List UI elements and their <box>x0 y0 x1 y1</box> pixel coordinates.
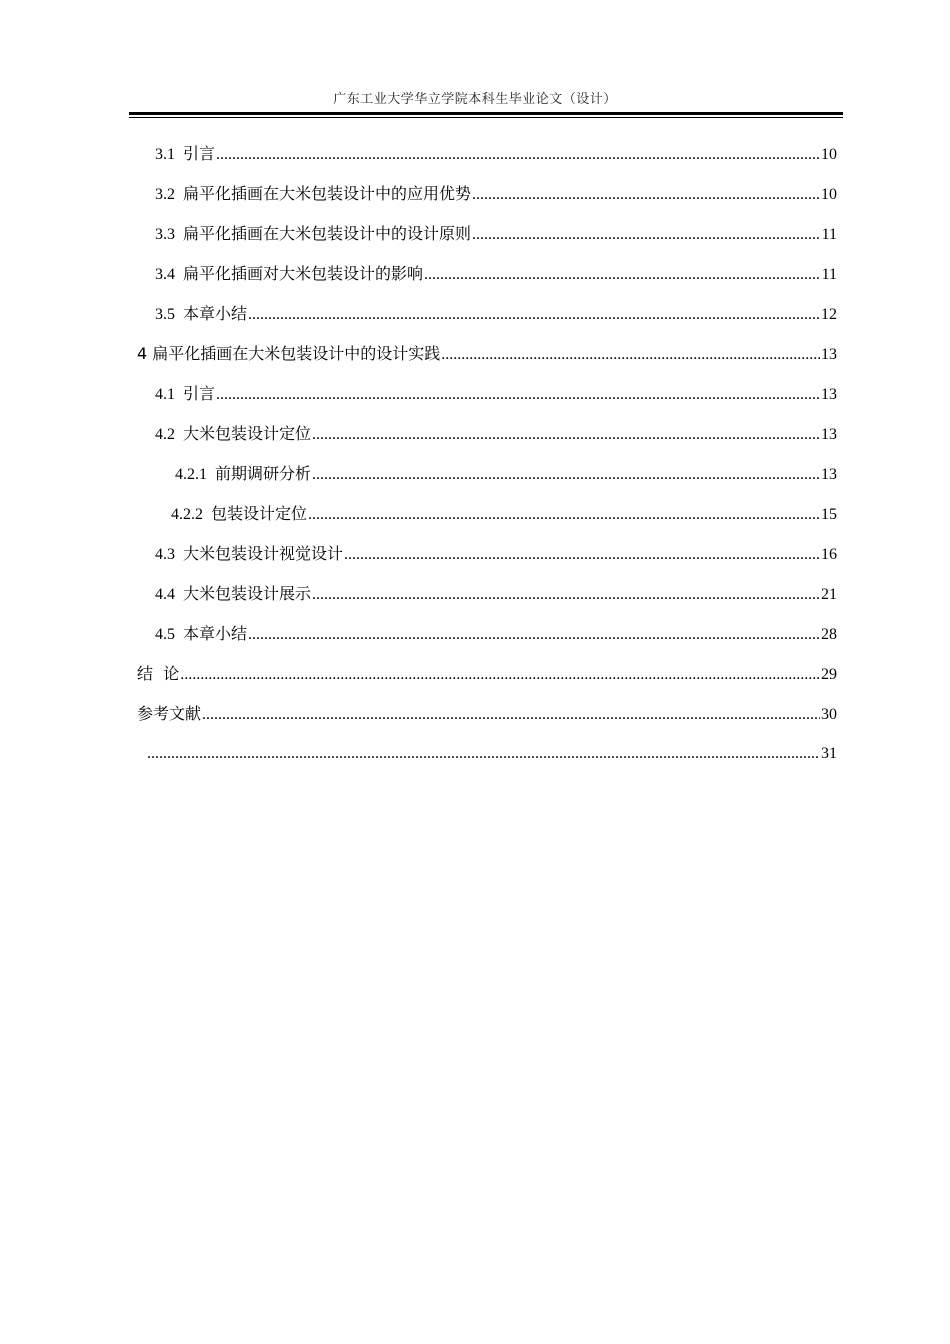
toc-entry-page: 21 <box>821 586 837 603</box>
toc-entry-conclusion[interactable] <box>137 662 837 686</box>
toc-entry-number: 4 <box>137 344 148 363</box>
toc-entry-title: 本章小结 <box>183 304 248 323</box>
toc-entry-number: 4.5 <box>155 626 175 643</box>
toc-entry-page: 29 <box>821 666 837 683</box>
toc-entry-3-1[interactable] <box>155 142 837 166</box>
toc-entry-chapter-4[interactable] <box>137 342 837 366</box>
toc-entry-page: 11 <box>821 266 837 283</box>
toc-entry-page: 30 <box>821 706 837 723</box>
toc-entry-number: 3.5 <box>155 306 175 323</box>
toc-entry-number: 3.3 <box>155 226 175 243</box>
toc-entry-title: 扁平化插画在大米包装设计中的设计原则 <box>183 224 472 243</box>
toc-entry-page: 16 <box>821 546 837 563</box>
toc-entry-title: 前期调研分析 <box>215 464 312 483</box>
toc-entry-title: 结 论 <box>137 664 180 683</box>
toc-entry-number: 4.2.1 <box>175 466 207 483</box>
toc-dot-leader <box>147 742 820 766</box>
toc-entry-page: 13 <box>821 466 837 483</box>
toc-entry-3-2[interactable] <box>155 182 837 206</box>
toc-entry-number: 4.2 <box>155 426 175 443</box>
toc-entry-title: 包装设计定位 <box>211 504 308 523</box>
toc-entry-number: 4.1 <box>155 386 175 403</box>
toc-entry-3-5[interactable] <box>155 302 837 326</box>
toc-entry-page: 12 <box>821 306 837 323</box>
toc-entry-page: 28 <box>821 626 837 643</box>
toc-entry-page: 13 <box>821 346 837 363</box>
toc-entry-untitled[interactable] <box>146 742 837 766</box>
toc-dot-leader <box>216 143 820 167</box>
toc-entry-title: 引言 <box>183 384 216 403</box>
toc-entry-page: 11 <box>821 226 837 243</box>
toc-entry-title: 参考文献 <box>137 704 202 723</box>
toc-entry-title: 大米包装设计展示 <box>183 584 312 603</box>
toc-dot-leader <box>312 583 820 607</box>
toc-entry-page: 31 <box>821 745 837 762</box>
toc-entry-4-4[interactable] <box>155 582 837 606</box>
toc-entry-page: 15 <box>821 506 837 523</box>
toc-entry-page: 10 <box>821 186 837 203</box>
toc-entry-4-1[interactable] <box>155 382 837 406</box>
toc-dot-leader <box>308 503 820 527</box>
toc-entry-3-4[interactable] <box>155 262 837 286</box>
toc-entry-page: 13 <box>821 426 837 443</box>
toc-entry-title: 扁平化插画在大米包装设计中的设计实践 <box>152 344 441 363</box>
toc-dot-leader <box>472 183 820 207</box>
toc-dot-leader <box>312 423 820 447</box>
toc-entry-3-3[interactable] <box>155 222 837 246</box>
toc-dot-leader <box>424 263 821 287</box>
toc-entry-4-2-1[interactable] <box>175 462 837 486</box>
toc-entry-title: 本章小结 <box>183 624 248 643</box>
toc-entry-title: 扁平化插画对大米包装设计的影响 <box>183 264 424 283</box>
toc-entry-number: 3.2 <box>155 186 175 203</box>
toc-entry-title: 扁平化插画在大米包装设计中的应用优势 <box>183 184 472 203</box>
toc-entry-4-2[interactable] <box>155 422 837 446</box>
toc-dot-leader <box>216 383 820 407</box>
toc-entry-page: 10 <box>821 146 837 163</box>
header-title: 广东工业大学华立学院本科生毕业论文（设计） <box>333 92 617 107</box>
toc-entry-title: 大米包装设计定位 <box>183 424 312 443</box>
toc-dot-leader <box>248 303 820 327</box>
toc-entry-4-2-2[interactable] <box>171 502 837 526</box>
toc-dot-leader <box>180 663 820 687</box>
toc-entry-title: 引言 <box>183 144 216 163</box>
toc-entry-number: 4.4 <box>155 586 175 603</box>
toc-dot-leader <box>472 223 821 247</box>
toc-entry-number: 4.2.2 <box>171 506 203 523</box>
header-rule-thick <box>129 112 843 115</box>
toc-dot-leader <box>441 343 820 367</box>
header-rule-thin <box>129 117 843 118</box>
toc-entry-4-3[interactable] <box>155 542 837 566</box>
toc-entry-page: 13 <box>821 386 837 403</box>
toc-dot-leader <box>312 463 820 487</box>
toc-dot-leader <box>248 623 820 647</box>
toc-entry-number: 4.3 <box>155 546 175 563</box>
toc-entry-4-5[interactable] <box>155 622 837 646</box>
toc-entry-references[interactable] <box>137 702 837 726</box>
toc-entry-number: 3.4 <box>155 266 175 283</box>
toc-dot-leader <box>202 703 820 727</box>
toc-entry-number: 3.1 <box>155 146 175 163</box>
toc-entry-title: 大米包装设计视觉设计 <box>183 544 344 563</box>
toc-dot-leader <box>344 543 820 567</box>
